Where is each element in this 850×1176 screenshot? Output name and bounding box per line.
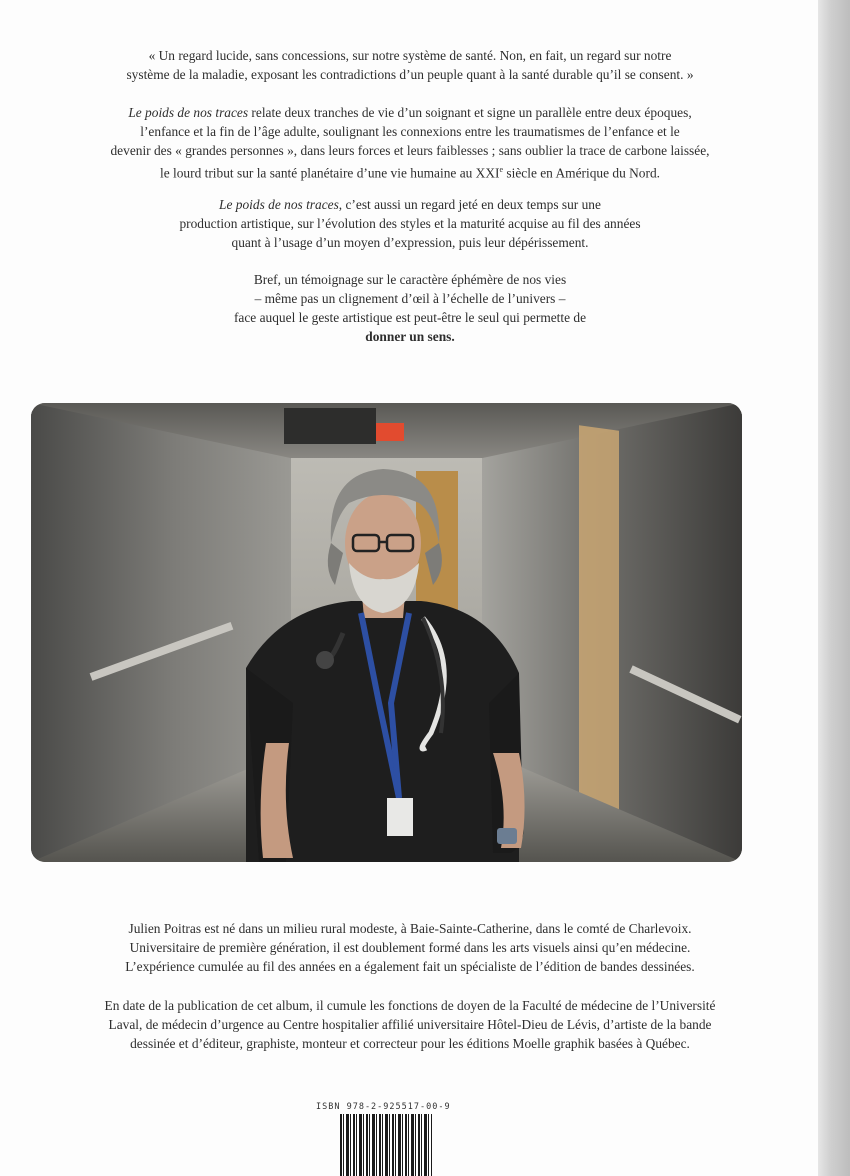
- author-photo: [31, 403, 742, 862]
- summary-paragraph-3: [40, 270, 780, 346]
- para3-line-2: – même pas un clignement d’œil à l’échelle de l’univers –: [254, 291, 566, 306]
- summary-paragraph-1: [40, 103, 780, 182]
- isbn-text: ISBN 978-2-925517-00-9: [316, 1102, 451, 1112]
- para3-line-4: donner un sens.: [365, 329, 455, 344]
- bio2-line-2: Laval, de médecin d’urgence au Centre hospitalier affilié universitaire Hôtel-Dieu de Lévis, d’artiste de la bande: [108, 1017, 712, 1032]
- book-title: Le poids de nos traces: [128, 105, 249, 120]
- quote-line-2: système de la maladie, exposant les contradictions d’un peuple quant à la santé durable qu’il se consent. »: [126, 67, 694, 82]
- para2-line-2: production artistique, sur l’évolution des styles et la maturité acquise au fil des années: [179, 216, 641, 231]
- bio1-line-1: Julien Poitras est né dans un milieu rural modeste, à Baie-Sainte-Catherine, dans le comté de Charlevoix.: [128, 921, 692, 936]
- para1-line-2: l’enfance et la fin de l’âge adulte, soulignant les connexions entre les traumatismes de l’enfance et le: [140, 124, 680, 139]
- quote-line-1: « Un regard lucide, sans concessions, sur notre système de santé. Non, en fait, un regard sur notre: [148, 48, 672, 63]
- author-bio-paragraph-1: [30, 919, 790, 976]
- doctor-figure: [31, 403, 742, 862]
- book-spine-edge: [818, 0, 850, 1176]
- para1-line-1: Le poids de nos traces relate deux tranches de vie d’un soignant et signe un parallèle entre deux époques,: [128, 105, 692, 120]
- para2-line-1: Le poids de nos traces, c’est aussi un regard jeté en deux temps sur une: [219, 197, 601, 212]
- author-bio-paragraph-2: [30, 996, 790, 1053]
- bio1-line-3: L’expérience cumulée au fil des années en a également fait un spécialiste de l’édition de bandes dessinées.: [125, 959, 695, 974]
- bio1-line-2: Universitaire de première génération, il est doublement formé dans les arts visuels ainsi qu’en médecine.: [129, 940, 691, 955]
- para1-line-3: devenir des « grandes personnes », dans leurs forces et leurs faiblesses ; sans oublier la trace de carbone laissée,: [110, 143, 710, 158]
- para3-line-3: face auquel le geste artistique est peut-être le seul qui permette de: [233, 310, 587, 325]
- bio2-line-3: dessinée et d’éditeur, graphiste, monteur et correcteur pour les éditions Moelle graphik basées à Québec.: [130, 1036, 690, 1051]
- opening-quote: [40, 46, 780, 84]
- para3-line-1: Bref, un témoignage sur le caractère éphémère de nos vies: [253, 272, 567, 287]
- para1-line-4: le lourd tribut sur la santé planétaire d’une vie humaine au XXIe siècle en Amérique du Nord.: [160, 165, 660, 181]
- bio2-line-1: En date de la publication de cet album, il cumule les fonctions de doyen de la Faculté de médecine de l’Université: [104, 998, 716, 1013]
- summary-paragraph-2: [40, 195, 780, 252]
- book-title: Le poids de nos traces: [219, 197, 339, 212]
- barcode-icon: [340, 1114, 432, 1176]
- para2-line-3: quant à l’usage d’un moyen d’expression, puis leur dépérissement.: [231, 235, 589, 250]
